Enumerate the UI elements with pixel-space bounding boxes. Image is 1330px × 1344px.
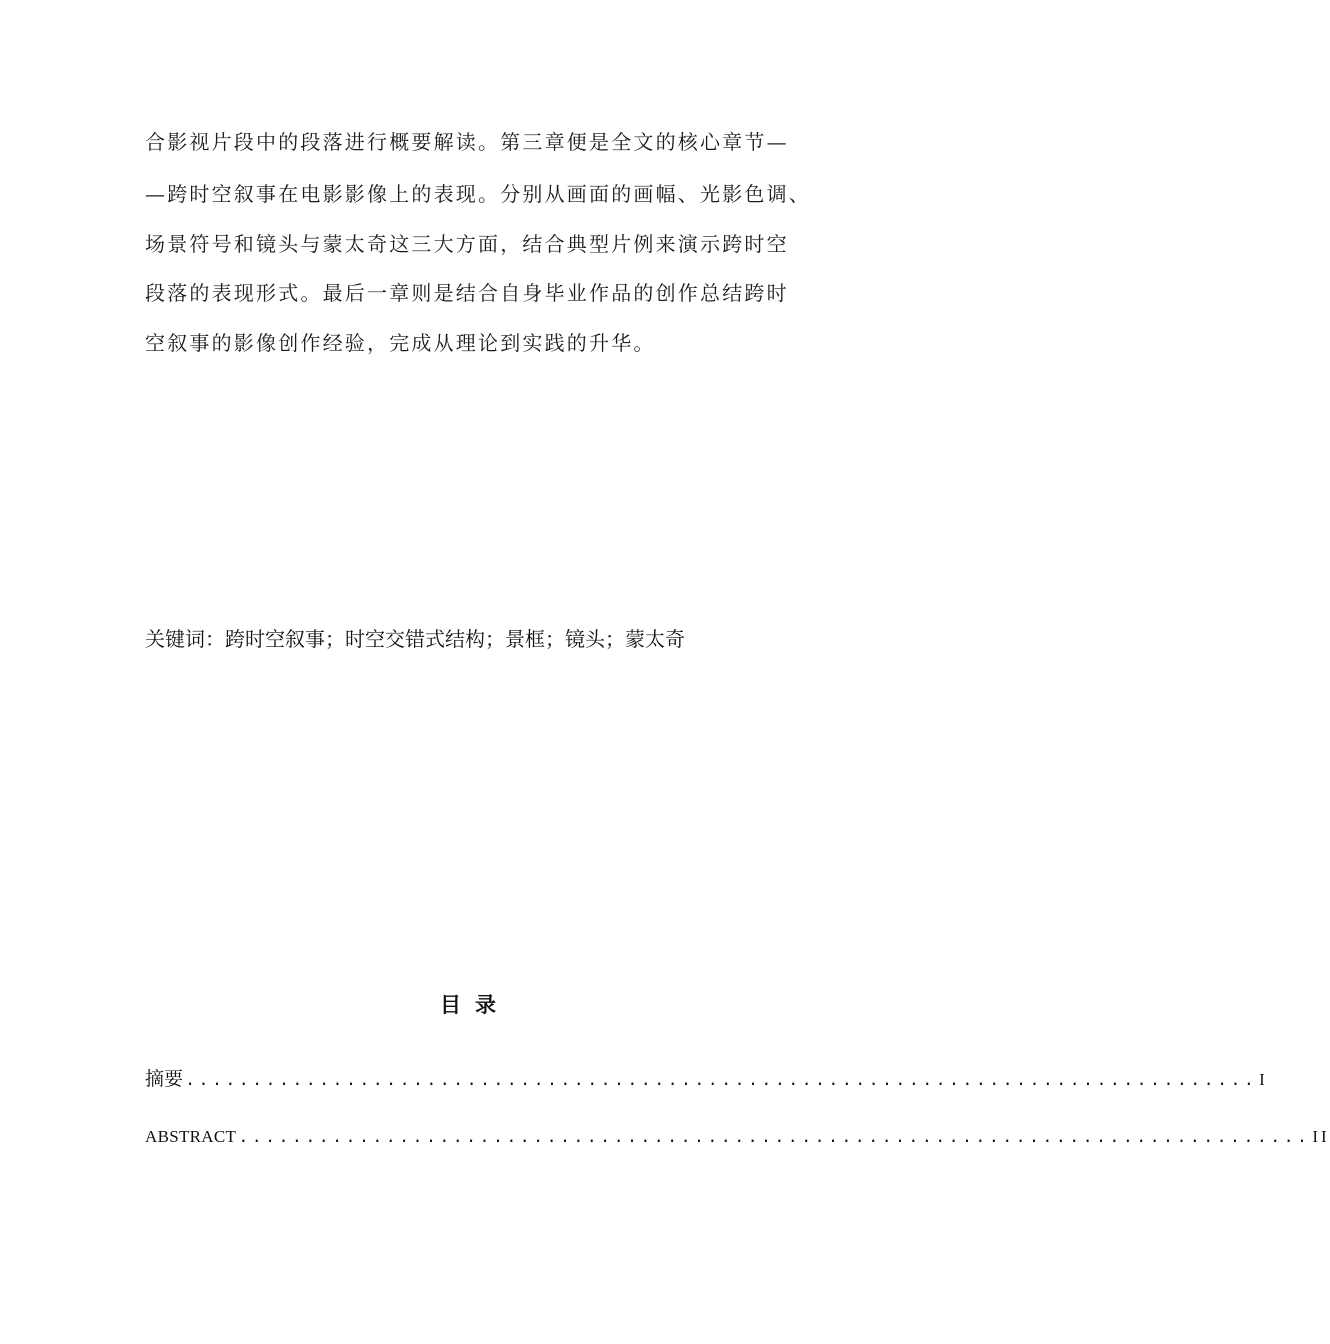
abstract-line-3: 场景符号和镜头与蒙太奇这三大方面，结合典型片例来演示跨时空 (145, 232, 789, 256)
toc-entry-label: ABSTRACT (145, 1127, 237, 1146)
toc-entry-label: 摘要 (145, 1068, 184, 1090)
abstract-line-5: 空叙事的影像创作经验，完成从理论到实践的升华。 (145, 331, 656, 355)
toc-title: 目录 (440, 993, 510, 1017)
abstract-line-1: 合影视片段中的段落进行概要解读。第三章便是全文的核心章节— (145, 130, 789, 154)
toc-dot-leader: ................................................................................ (185, 1072, 1258, 1091)
toc-dot-leader: ................................................................................ (238, 1129, 1311, 1148)
toc-entry-abstract-en[interactable] (145, 1127, 1330, 1148)
toc-page-number: II (1312, 1127, 1330, 1146)
abstract-line-4: 段落的表现形式。最后一章则是结合自身毕业作品的创作总结跨时 (145, 281, 789, 305)
keywords-line: 关键词：跨时空叙事；时空交错式结构；景框；镜头；蒙太奇 (145, 627, 685, 651)
toc-page-number: I (1259, 1070, 1268, 1089)
abstract-line-2: —跨时空叙事在电影影像上的表现。分别从画面的画幅、光影色调、 (145, 182, 811, 206)
toc-entry-abstract-cn[interactable] (145, 1064, 1268, 1091)
